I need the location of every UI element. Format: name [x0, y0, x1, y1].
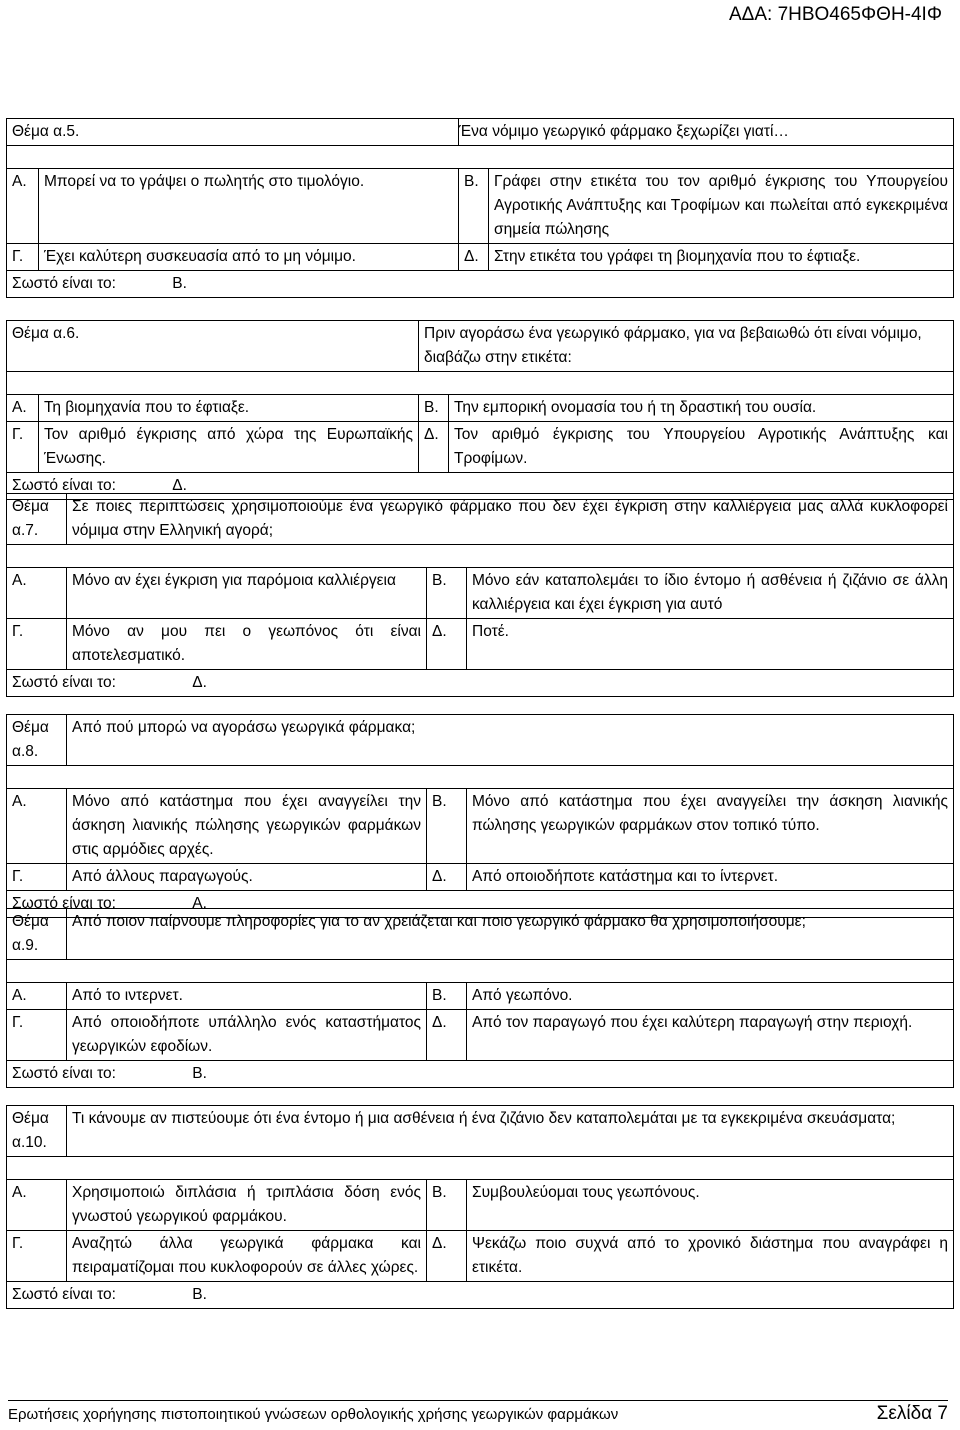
question-text: Σε ποιες περιπτώσεις χρησιμοποιούμε ένα γεωργικό φάρμακο που δεν έχει έγκριση στην καλλιέργεια μας αλλά κυκλοφορεί νόμιμα στην Ελληνική αγορά; [67, 494, 954, 545]
question-block [6, 714, 954, 918]
question-number: Θέμα α.5. [7, 119, 459, 146]
correct-answer-row [7, 670, 954, 697]
question-block [6, 908, 954, 1088]
correct-label: Σωστό είναι το: [12, 674, 116, 691]
option-text: Ψεκάζω ποιο συχνά από το χρονικό διάστημα που αναγράφει η ετικέτα. [467, 1231, 954, 1282]
option-letter: Β. [427, 568, 467, 619]
question-block [6, 320, 954, 500]
correct-label: Σωστό είναι το: [12, 477, 116, 494]
option-letter: Δ. [427, 619, 467, 670]
option-letter: Γ. [7, 422, 39, 473]
correct-answer: Α. [192, 895, 207, 912]
correct-answer: Β. [172, 275, 187, 292]
option-text: Μόνο εάν καταπολεμάει το ίδιο έντομο ή ασθένεια ή ζιζάνιο σε άλλη καλλιέργεια και έχει έγκριση για αυτό [467, 568, 954, 619]
option-letter: Α. [7, 1180, 67, 1231]
option-text: Την εμπορική ονομασία του ή τη δραστική του ουσία. [449, 395, 954, 422]
option-text: Από τον παραγωγό που έχει καλύτερη παραγωγή στην περιοχή. [467, 1010, 954, 1061]
footer-title: Ερωτήσεις χορήγησης πιστοποιητικού γνώσεων ορθολογικής χρήσης γεωργικών φαρμάκων [8, 1406, 619, 1423]
option-text: Ποτέ. [467, 619, 954, 670]
option-letter: Δ. [419, 422, 449, 473]
question-number: Θέμα α.7. [7, 494, 67, 545]
correct-answer-row [7, 1061, 954, 1088]
option-text: Από άλλους παραγωγούς. [67, 864, 427, 891]
option-letter: Β. [427, 789, 467, 864]
question-text: Πριν αγοράσω ένα γεωργικό φάρμακο, για να βεβαιωθώ ότι είναι νόμιμο, διαβάζω στην ετικέτα: [419, 321, 954, 372]
correct-label: Σωστό είναι το: [12, 275, 116, 292]
page-footer [8, 1403, 948, 1424]
footer-divider [8, 1400, 948, 1401]
option-text: Τον αριθμό έγκρισης από χώρα της Ευρωπαϊκής Ένωσης. [39, 422, 419, 473]
option-text: Από το ιντερνετ. [67, 983, 427, 1010]
option-text: Μόνο από κατάστημα που έχει αναγγείλει την άσκηση λιανικής πώλησης γεωργικών φαρμάκων στον τοπικό τύπο. [467, 789, 954, 864]
question-block [6, 493, 954, 697]
option-text: Από γεωπόνο. [467, 983, 954, 1010]
option-letter: Β. [427, 1180, 467, 1231]
option-letter: Α. [7, 568, 67, 619]
option-letter: Δ. [459, 244, 489, 271]
correct-answer: Β. [192, 1065, 207, 1082]
document-ada-code: ΑΔΑ: 7ΗΒΟ465ΦΘΗ-4ΙΦ [728, 4, 942, 25]
option-text: Μόνο αν μου πει ο γεωπόνος ότι είναι αποτελεσματικό. [67, 619, 427, 670]
question-number: Θέμα α.6. [7, 321, 419, 372]
correct-answer: Β. [192, 1286, 207, 1303]
question-block [6, 1105, 954, 1309]
option-text: Αναζητώ άλλα γεωργικά φάρμακα και πειραματίζομαι που κυκλοφορούν σε άλλες χώρες. [67, 1231, 427, 1282]
option-letter: Γ. [7, 1010, 67, 1061]
option-text: Γράφει στην ετικέτα του τον αριθμό έγκρισης του Υπουργείου Αγροτικής Ανάπτυξης και Τροφίμων και πωλείται από εγκεκριμένα σημεία πώλησης [489, 169, 954, 244]
question-text: Από ποιον παίρνουμε πληροφορίες για το αν χρειάζεται και ποιο γεωργικό φάρμακο θα χρησιμοποιήσουμε; [67, 909, 954, 960]
question-text: Από πού μπορώ να αγοράσω γεωργικά φάρμακα; [67, 715, 954, 766]
option-letter: Γ. [7, 864, 67, 891]
option-text: Στην ετικέτα του γράφει τη βιομηχανία που το έφτιαξε. [489, 244, 954, 271]
option-letter: Γ. [7, 244, 39, 271]
question-text: Ένα νόμιμο γεωργικό φάρμακο ξεχωρίζει γιατί… [459, 119, 954, 146]
correct-answer-row [7, 271, 954, 298]
option-letter: Β. [419, 395, 449, 422]
option-letter: Δ. [427, 864, 467, 891]
page-number: Σελίδα 7 [876, 1403, 948, 1424]
option-text: Τη βιομηχανία που το έφτιαξε. [39, 395, 419, 422]
option-letter: Γ. [7, 1231, 67, 1282]
option-text: Μπορεί να το γράψει ο πωλητής στο τιμολόγιο. [39, 169, 459, 244]
option-letter: Δ. [427, 1231, 467, 1282]
question-block [6, 118, 954, 298]
option-text: Έχει καλύτερη συσκευασία από το μη νόμιμο. [39, 244, 459, 271]
option-text: Από οποιοδήποτε υπάλληλο ενός καταστήματος γεωργικών εφοδίων. [67, 1010, 427, 1061]
option-letter: Α. [7, 169, 39, 244]
option-text: Από οποιοδήποτε κατάστημα και το ίντερνετ. [467, 864, 954, 891]
question-number: Θέμα α.8. [7, 715, 67, 766]
correct-answer: Δ. [172, 477, 187, 494]
option-letter: Α. [7, 789, 67, 864]
option-text: Συμβουλεύομαι τους γεωπόνους. [467, 1180, 954, 1231]
question-text: Τι κάνουμε αν πιστεύουμε ότι ένα έντομο ή μια ασθένεια ή ένα ζιζάνιο δεν καταπολεμάται με τα εγκεκριμένα σκευάσματα; [67, 1106, 954, 1157]
option-letter: Α. [7, 983, 67, 1010]
question-number: Θέμα α.10. [7, 1106, 67, 1157]
correct-label: Σωστό είναι το: [12, 895, 116, 912]
option-letter: Δ. [427, 1010, 467, 1061]
question-number: Θέμα α.9. [7, 909, 67, 960]
option-text: Χρησιμοποιώ διπλάσια ή τριπλάσια δόση ενός γνωστού γεωργικού φαρμάκου. [67, 1180, 427, 1231]
correct-answer: Δ. [192, 674, 207, 691]
option-letter: Γ. [7, 619, 67, 670]
option-text: Τον αριθμό έγκρισης του Υπουργείου Αγροτικής Ανάπτυξης και Τροφίμων. [449, 422, 954, 473]
option-text: Μόνο από κατάστημα που έχει αναγγείλει την άσκηση λιανικής πώλησης γεωργικών φαρμάκων στις αρμόδιες αρχές. [67, 789, 427, 864]
correct-answer-row [7, 1282, 954, 1309]
correct-label: Σωστό είναι το: [12, 1065, 116, 1082]
option-text: Μόνο αν έχει έγκριση για παρόμοια καλλιέργεια [67, 568, 427, 619]
option-letter: Β. [427, 983, 467, 1010]
option-letter: Α. [7, 395, 39, 422]
correct-label: Σωστό είναι το: [12, 1286, 116, 1303]
option-letter: Β. [459, 169, 489, 244]
